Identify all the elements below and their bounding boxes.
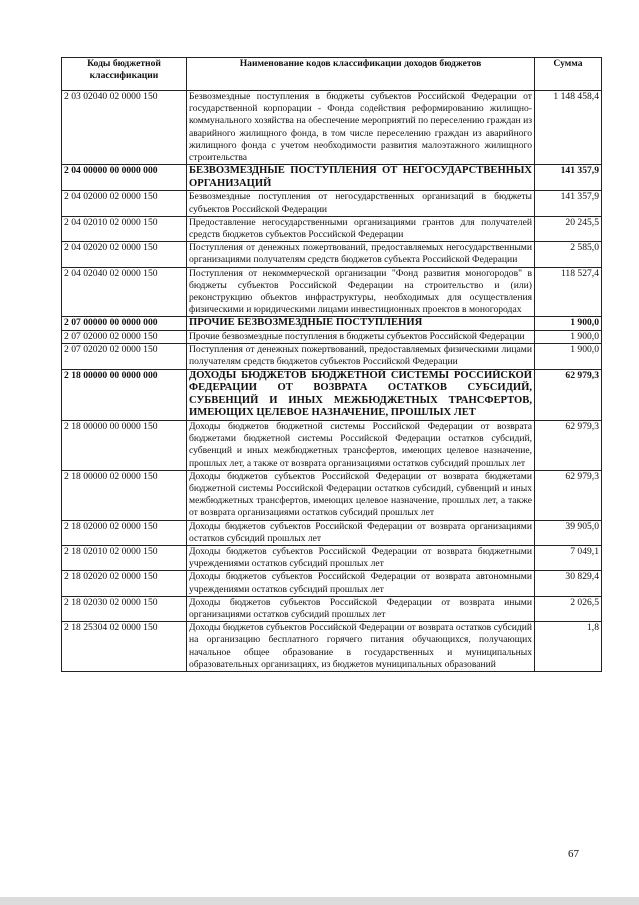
table-row [62, 421, 602, 471]
budget-code-cell: 2 18 02010 02 0000 150 [62, 546, 187, 571]
table-row [62, 344, 602, 369]
budget-code-cell: 2 07 02000 02 0000 150 [62, 331, 187, 344]
budget-code-cell: 2 07 00000 00 0000 000 [62, 317, 187, 331]
income-name-cell: ДОХОДЫ БЮДЖЕТОВ БЮДЖЕТНОЙ СИСТЕМЫ РОССИЙСКОЙ ФЕДЕРАЦИИ ОТ ВОЗВРАТА ОСТАТКОВ СУБСИДИЙ, СУБВЕНЦИЙ И ИНЫХ МЕЖБЮДЖЕТНЫХ ТРАНСФЕРТОВ, ИМЕЮЩИХ ЦЕЛЕВОЕ НАЗНАЧЕНИЕ, ПРОШЛЫХ ЛЕТ [187, 369, 535, 420]
amount-cell: 62 979,3 [535, 369, 602, 420]
income-name-cell: Доходы бюджетов бюджетной системы Российской Федерации от возврата бюджетами бюджетной системы Российской Федерации остатков субсидий, субвенций и иных межбюджетных трансфертов, имеющих целевое назначение, прошлых лет, а также от возврата организациями остатков субсидий прошлых лет [187, 421, 535, 471]
income-name-cell: Доходы бюджетов субъектов Российской Федерации от возврата автономными учреждениями остатков субсидий прошлых лет [187, 571, 535, 596]
budget-code-cell: 2 18 02000 02 0000 150 [62, 520, 187, 545]
header-income-names: Наименование кодов классификации доходов бюджетов [187, 58, 535, 91]
income-name-cell: Доходы бюджетов субъектов Российской Федерации от возврата бюджетными учреждениями остатков субсидий прошлых лет [187, 546, 535, 571]
amount-cell: 20 245,5 [535, 216, 602, 241]
amount-cell: 39 905,0 [535, 520, 602, 545]
table-row [62, 165, 602, 191]
budget-code-cell: 2 18 00000 00 0000 000 [62, 369, 187, 420]
budget-code-cell: 2 04 00000 00 0000 000 [62, 165, 187, 191]
page-number: 67 [568, 848, 579, 860]
amount-cell: 1 900,0 [535, 331, 602, 344]
income-name-cell: Поступления от некоммерческой организации "Фонд развития моногородов" в бюджеты субъектов Российской Федерации на строительство и (или) реконструкцию объектов инфраструктуры, необходимых для осуществления физическими и юридическими лицами инвестиционных проектов в моногородах [187, 267, 535, 317]
amount-cell: 62 979,3 [535, 470, 602, 520]
amount-cell: 62 979,3 [535, 421, 602, 471]
income-name-cell: Безвозмездные поступления от негосударственных организаций в бюджеты субъектов Российской Федерации [187, 191, 535, 216]
amount-cell: 1 900,0 [535, 317, 602, 331]
table-row [62, 470, 602, 520]
budget-code-cell: 2 18 02030 02 0000 150 [62, 596, 187, 621]
table-body [62, 91, 602, 672]
income-name-cell: Прочие безвозмездные поступления в бюджеты субъектов Российской Федерации [187, 331, 535, 344]
table-row [62, 622, 602, 672]
table-row [62, 317, 602, 331]
budget-code-cell: 2 04 02000 02 0000 150 [62, 191, 187, 216]
table-row [62, 571, 602, 596]
income-name-cell: Доходы бюджетов субъектов Российской Федерации от возврата организациями остатков субсидий прошлых лет [187, 520, 535, 545]
budget-income-table [61, 57, 602, 672]
table-row [62, 242, 602, 267]
income-name-cell: БЕЗВОЗМЕЗДНЫЕ ПОСТУПЛЕНИЯ ОТ НЕГОСУДАРСТВЕННЫХ ОРГАНИЗАЦИЙ [187, 165, 535, 191]
budget-code-cell: 2 04 02020 02 0000 150 [62, 242, 187, 267]
budget-code-cell: 2 03 02040 02 0000 150 [62, 91, 187, 165]
table-row [62, 546, 602, 571]
table-row [62, 596, 602, 621]
income-name-cell: Доходы бюджетов субъектов Российской Федерации от возврата иными организациями остатков субсидий прошлых лет [187, 596, 535, 621]
page-bottom-edge [0, 897, 639, 905]
amount-cell: 2 026,5 [535, 596, 602, 621]
amount-cell: 118 527,4 [535, 267, 602, 317]
amount-cell: 1 148 458,4 [535, 91, 602, 165]
budget-code-cell: 2 18 02020 02 0000 150 [62, 571, 187, 596]
amount-cell: 2 585,0 [535, 242, 602, 267]
income-name-cell: Доходы бюджетов субъектов Российской Федерации от возврата остатков субсидий на организацию бесплатного горячего питания обучающихся, получающих начальное общее образование в государственных и муниципальных образовательных организациях, из бюджетов муниципальных образований [187, 622, 535, 672]
table-row [62, 520, 602, 545]
table-row [62, 191, 602, 216]
amount-cell: 141 357,9 [535, 165, 602, 191]
amount-cell: 1,8 [535, 622, 602, 672]
header-amount: Сумма [535, 58, 602, 91]
income-name-cell: Безвозмездные поступления в бюджеты субъектов Российской Федерации от государственной корпорации - Фонда содействия реформированию жилищно-коммунального хозяйства на обеспечение мероприятий по переселению граждан из аварийного жилищного фонда, в том числе переселению граждан из аварийного жилищного фонда с учетом необходимости развития малоэтажного жилищного строительства [187, 91, 535, 165]
budget-code-cell: 2 04 02040 02 0000 150 [62, 267, 187, 317]
table-header-row [62, 58, 602, 91]
amount-cell: 1 900,0 [535, 344, 602, 369]
income-name-cell: Поступления от денежных пожертвований, предоставляемых физическими лицами получателям средств бюджетов субъектов Российской Федерации [187, 344, 535, 369]
table-row [62, 331, 602, 344]
income-name-cell: Доходы бюджетов субъектов Российской Федерации от возврата бюджетами бюджетной системы Российской Федерации остатков субсидий, субвенций и иных межбюджетных трансфертов, имеющих целевое назначение, прошлых лет, а также от возврата организациями остатков субсидий прошлых лет [187, 470, 535, 520]
amount-cell: 7 049,1 [535, 546, 602, 571]
header-budget-codes: Коды бюджетной классификации [62, 58, 187, 91]
amount-cell: 30 829,4 [535, 571, 602, 596]
amount-cell: 141 357,9 [535, 191, 602, 216]
budget-code-cell: 2 18 00000 02 0000 150 [62, 470, 187, 520]
budget-code-cell: 2 04 02010 02 0000 150 [62, 216, 187, 241]
table-row [62, 91, 602, 165]
budget-code-cell: 2 18 00000 00 0000 150 [62, 421, 187, 471]
income-name-cell: ПРОЧИЕ БЕЗВОЗМЕЗДНЫЕ ПОСТУПЛЕНИЯ [187, 317, 535, 331]
table-row [62, 216, 602, 241]
table-row [62, 267, 602, 317]
budget-code-cell: 2 07 02020 02 0000 150 [62, 344, 187, 369]
income-name-cell: Предоставление негосударственными организациями грантов для получателей средств бюджетов субъектов Российской Федерации [187, 216, 535, 241]
budget-code-cell: 2 18 25304 02 0000 150 [62, 622, 187, 672]
table-row [62, 369, 602, 420]
income-name-cell: Поступления от денежных пожертвований, предоставляемых негосударственными организациями получателям средств бюджетов субъекта Российской Федерации [187, 242, 535, 267]
